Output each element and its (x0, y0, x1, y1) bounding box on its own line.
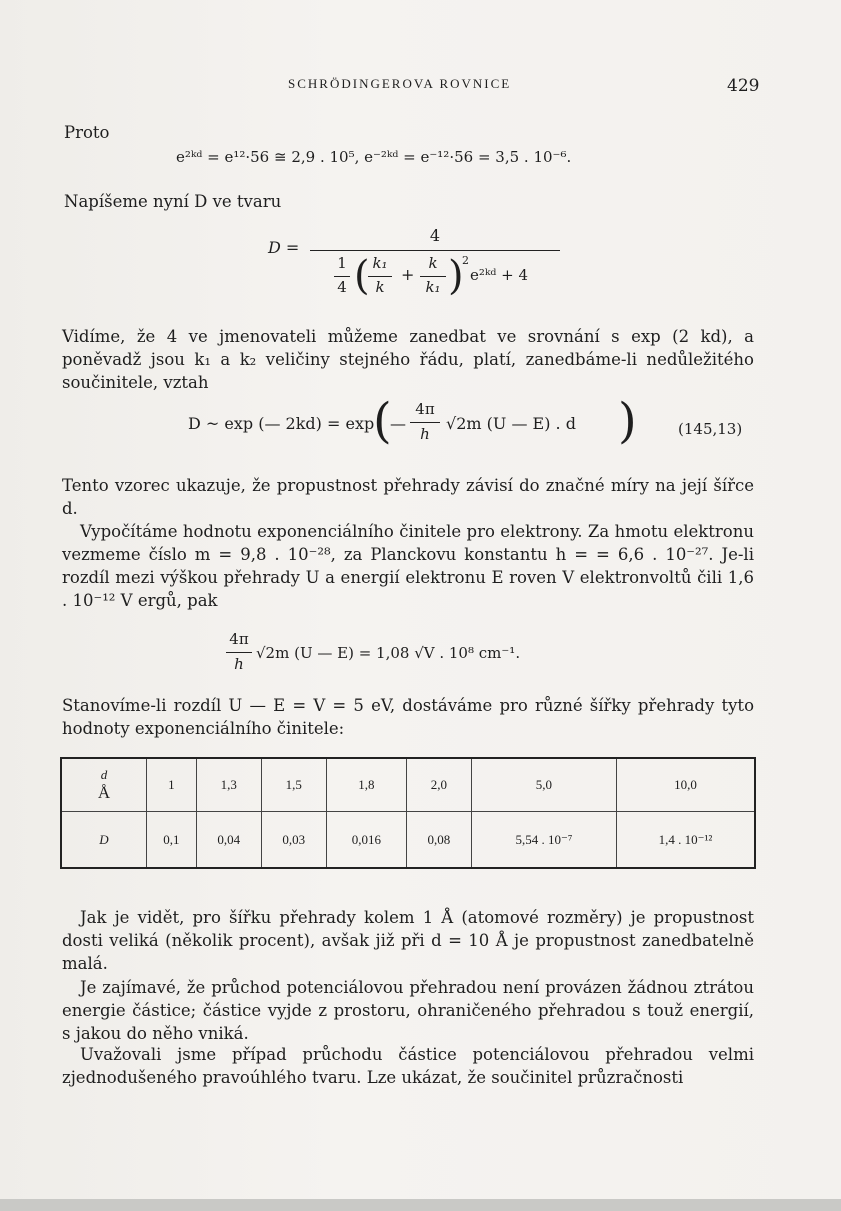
table-cell: 0,03 (261, 812, 326, 869)
eq1-k1: k₁ (372, 254, 388, 272)
equation-number: (145,13) (678, 420, 743, 438)
eq1-k1k-bar (368, 276, 392, 277)
eq1-quarter-bar (334, 276, 350, 277)
eq2-frac-num: 4π (415, 400, 435, 418)
eq1-quarter-num: 1 (337, 254, 347, 272)
table-cell: 0,04 (196, 812, 261, 869)
table-cell: 1 (147, 758, 197, 812)
paragraph-jak-je-videt: Jak je vidět, pro šířku přehrady kolem 1 Å (atomové rozměry) je propustnost dosti veliká (několik procent), avšak již při d = 10 Å je propustnost zanedbatelně malá. (62, 908, 754, 973)
page-edge-shadow (0, 1199, 841, 1211)
formula-exp-values: e²ᵏᵈ = e¹²·56 ≅ 2,9 . 10⁵, e⁻²ᵏᵈ = e⁻¹²·56 = 3,5 . 10⁻⁶. (176, 148, 572, 166)
paragraph-je-zajimave: Je zajímavé, že průchod potenciálovou přehradou není provázen žádnou ztrátou energie částice; částice vyjde z prostoru, ohraničeného přehradou s touž energií, s jakou do něho vniká. (62, 978, 754, 1043)
table-row (61, 758, 755, 812)
eq3-frac-bar (226, 652, 252, 653)
running-header: SCHRÖDINGEROVA ROVNICE (288, 76, 512, 91)
paragraph-vidime: Vidíme, že 4 ve jmenovateli můžeme zanedbat ve srovnání s exp (2 kd), a poněvadž jsou k₁ a k₂ veličiny stejného řádu, platí, zanedbáme-li nedůležitého součinitele, vztah (62, 327, 754, 392)
eq1-quarter-den: 4 (337, 278, 347, 296)
eq1-kk1-bar (420, 276, 446, 277)
eq1-numerator: 4 (429, 226, 441, 245)
eq1-lparen: ( (354, 253, 370, 299)
table-cell: 0,08 (406, 812, 471, 869)
paragraph-stanovime: Stanovíme-li rozdíl U — E = V = 5 eV, dostáváme pro různé šířky přehrady tyto hodnoty exponenciálního činitele: (62, 696, 754, 738)
table-header-d: d (100, 767, 108, 782)
eq1-k-num: k (428, 254, 438, 272)
table-cell: 1,5 (261, 758, 326, 812)
table-cell: 0,1 (147, 812, 197, 869)
table-header-cell (61, 758, 147, 812)
eq2-left: D ~ exp (— 2kd) = exp (188, 414, 375, 433)
paragraph-uvazovali: Uvažovali jsme případ průchodu částice potenciálovou přehradou velmi zjednodušeného pravoúhlého tvaru. Lze ukázat, že součinitel průzračnosti (62, 1045, 754, 1087)
table-cell: 5,0 (471, 758, 616, 812)
exponent-table (60, 757, 756, 869)
table-header-D: D (61, 812, 147, 869)
eq3-frac-den: h (234, 655, 244, 673)
eq1-k1-den: k₁ (425, 278, 441, 296)
eq3-frac-num: 4π (229, 630, 249, 648)
eq2-minus: — (390, 414, 406, 433)
table-header-unit: Å (97, 783, 111, 802)
eq1-rparen: ) (448, 253, 464, 299)
eq1-k: k (375, 278, 385, 296)
table-cell: 0,016 (326, 812, 406, 869)
table-cell: 1,3 (196, 758, 261, 812)
eq1-plus: + (401, 265, 415, 284)
eq2-frac-bar (410, 422, 440, 423)
paragraph-tento-vzorec: Tento vzorec ukazuje, že propustnost přehrady závisí do značné míry na její šířce d. (62, 476, 754, 518)
eq2-lparen: ( (373, 393, 392, 449)
table-row (61, 812, 755, 869)
table-cell: 1,4 . 10⁻¹² (616, 812, 755, 869)
table-cell: 10,0 (616, 758, 755, 812)
line-napiseme: Napíšeme nyní D ve tvaru (64, 192, 282, 211)
table-cell: 2,0 (406, 758, 471, 812)
eq1-square: 2 (462, 254, 469, 267)
eq2-rparen: ) (618, 393, 637, 449)
eq1-tail: e²ᵏᵈ + 4 (470, 266, 529, 284)
eq3-rest: √2m (U — E) = 1,08 √V . 10⁸ cm⁻¹. (256, 644, 521, 662)
page-number: 429 (727, 76, 760, 96)
eq2-frac-den: h (420, 425, 430, 443)
paragraph-vypocitame: Vypočítáme hodnotu exponenciálního činitele pro elektrony. Za hmotu elektronu vezmeme číslo m = 9,8 . 10⁻²⁸, za Planckovu konstantu h = = 6,6 . 10⁻²⁷. Je-li rozdíl mezi výškou přehrady U a energií elektronu E roven V elektronvoltů čili 1,6 . 10⁻¹² V ergů, pak (62, 522, 754, 610)
table-cell: 1,8 (326, 758, 406, 812)
line-proto: Proto (64, 123, 110, 142)
eq1-lhs: D = (268, 238, 300, 257)
eq2-root-part: √2m (U — E) . d (446, 414, 576, 433)
table-cell: 5,54 . 10⁻⁷ (471, 812, 616, 869)
eq1-fraction-bar (310, 250, 560, 251)
